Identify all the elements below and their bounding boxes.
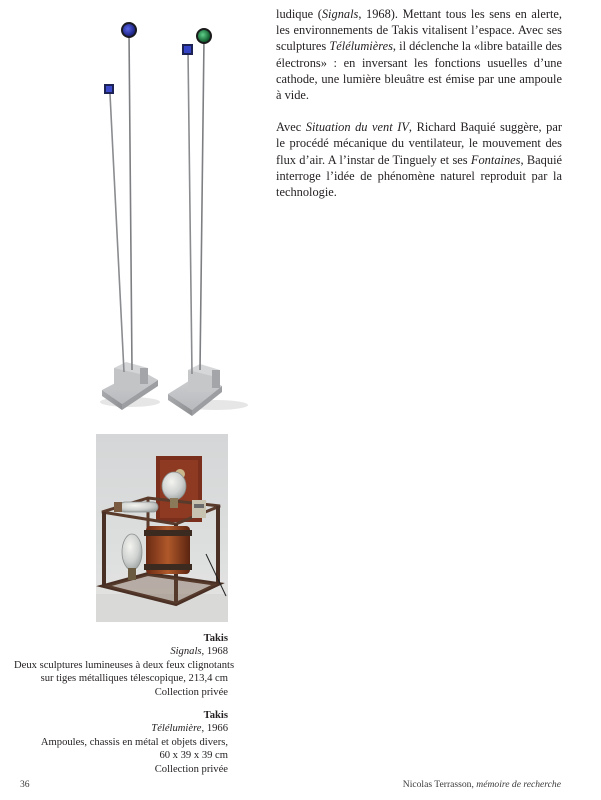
body-text: [276, 6, 562, 216]
figure-caption-telelumiere: [14, 709, 228, 776]
caption-title: Signals: [170, 646, 202, 658]
caption-collection: Collection privée: [154, 686, 228, 698]
artwork-photo-telelumiere: [96, 434, 228, 622]
body-text-run: , il déclenche la «libre bataille des électrons» : en inversant les fonctions usuelles d’une cathode, une lumière bleuâtre est émise par une ampoule à vide.: [276, 39, 563, 103]
telelumiere-sculpture-illustration: [96, 434, 228, 622]
caption-description: Ampoules, chassis en métal et objets divers,: [40, 736, 228, 748]
caption-title: Télélumière: [151, 723, 202, 735]
caption-artist: Takis: [203, 710, 228, 721]
footer-author: Nicolas Terrasson,: [402, 779, 477, 790]
body-italic-title: Signals: [321, 7, 359, 21]
caption-title-line: [14, 722, 228, 735]
body-paragraph: [276, 119, 562, 200]
body-text-run: ludique (: [276, 7, 322, 21]
body-paragraph: [276, 6, 562, 103]
figure-caption-signals: [14, 632, 235, 699]
caption-artist: Takis: [203, 633, 228, 644]
body-italic-title: Situation du vent IV: [305, 120, 409, 135]
body-text-run: Avec: [276, 120, 306, 135]
caption-collection: Collection privée: [154, 763, 228, 775]
caption-description: Deux sculptures lumineuses à deux feux clignotants: [14, 659, 235, 671]
caption-year: , 1966: [201, 723, 228, 735]
body-text-run: , Richard Baquié suggère, par le procédé mécanique du ventilateur, le mouvement des flux d’air. A l’instar de Tinguely et ses: [276, 120, 563, 167]
caption-dimensions: sur tiges métalliques télescopique, 213,4 cm: [40, 673, 228, 685]
caption-year: , 1968: [201, 646, 228, 658]
footer-work-title: mémoire de recherche: [476, 779, 561, 790]
body-italic-title: Télélumières: [329, 39, 393, 54]
body-text-run: , Baquié interroge l’idée de phénomène naturel reproduit par la technologie.: [276, 152, 563, 200]
artwork-photo-signals: [96, 18, 264, 416]
page-number: 36: [20, 779, 30, 790]
caption-title-line: [14, 645, 228, 658]
caption-dimensions: 60 x 39 x 39 cm: [159, 750, 228, 762]
body-italic-title: Fontaines: [470, 152, 521, 167]
signals-sculptures-illustration: [96, 18, 264, 416]
running-footer: [403, 779, 561, 790]
body-text-run: , 1968). Mettant tous les sens en alerte, les environnements de Takis vitalisent l’espace. Avec ses sculptures: [276, 7, 562, 54]
